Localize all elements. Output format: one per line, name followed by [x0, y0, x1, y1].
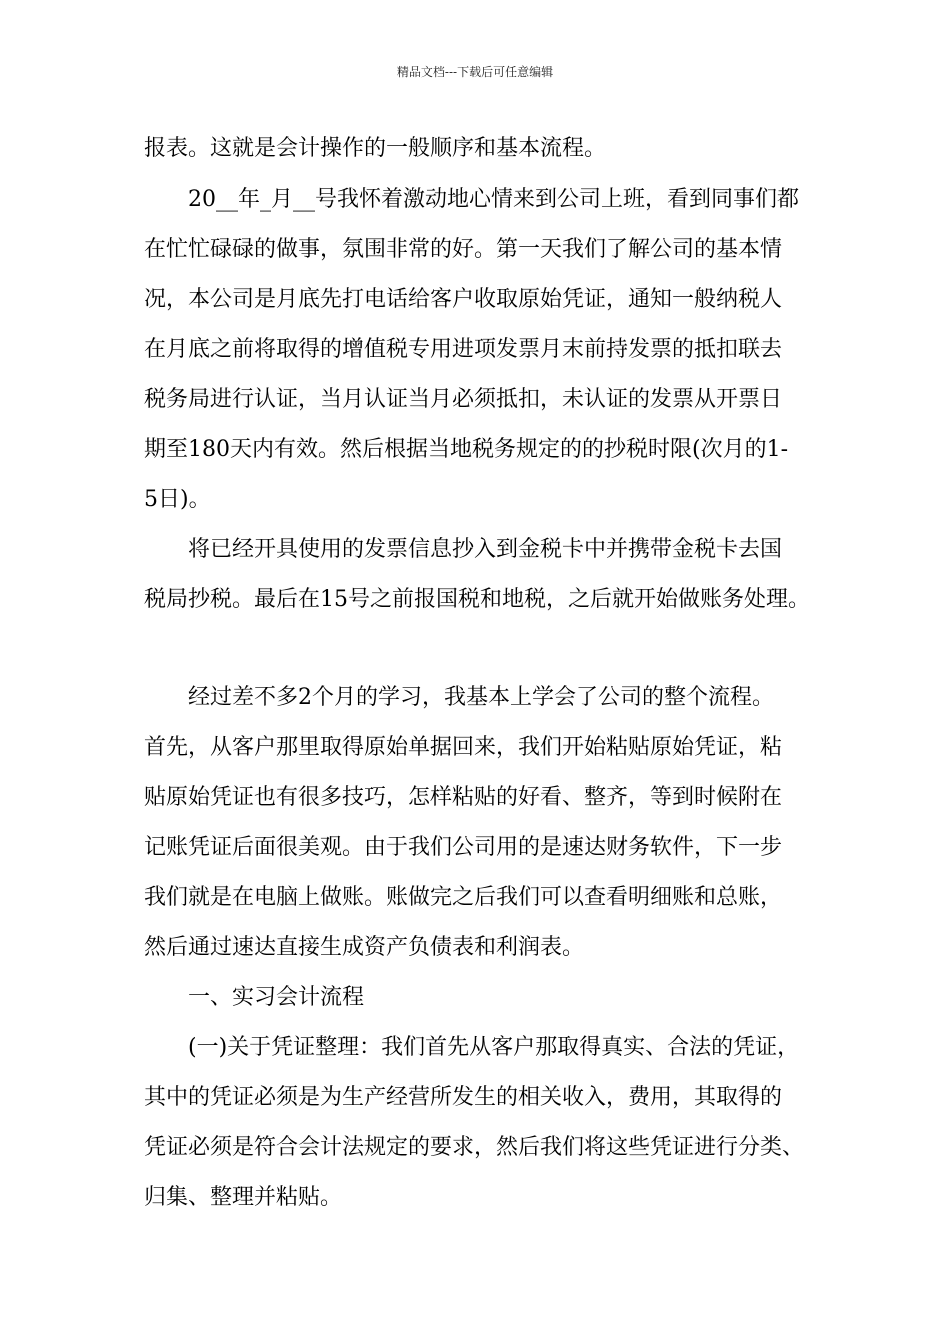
text-line: 记账凭证后面很美观。由于我们公司用的是速达财务软件，下一步 — [144, 835, 783, 860]
text-line: 首先，从客户那里取得原始单据回来，我们开始粘贴原始凭证，粘 — [144, 735, 783, 760]
text-line: 将已经开具使用的发票信息抄入到金税卡中并携带金税卡去国 — [144, 537, 783, 562]
text-line: 税务局进行认证，当月认证当月必须抵扣，未认证的发票从开票日 — [144, 387, 783, 412]
text-line: 报表。这就是会计操作的一般顺序和基本流程。 — [144, 136, 607, 161]
text-line: 税局抄税。最后在15号之前报国税和地税，之后就开始做账务处理。 — [144, 587, 810, 612]
section-heading: 一、实习会计流程 — [144, 985, 365, 1010]
text-line: 我们就是在电脑上做账。账做完之后我们可以查看明细账和总账， — [144, 885, 783, 910]
text-line: 20__年_月__号我怀着激动地心情来到公司上班，看到同事们都 — [144, 187, 799, 212]
text-line: 经过差不多2个月的学习，我基本上学会了公司的整个流程。 — [144, 685, 774, 710]
text-line: 其中的凭证必须是为生产经营所发生的相关收入，费用，其取得的 — [144, 1085, 783, 1110]
text-line: 归集、整理并粘贴。 — [144, 1185, 343, 1210]
text-line: 在忙忙碌碌的做事，氛围非常的好。第一天我们了解公司的基本情 — [144, 237, 783, 262]
text-line: 期至180天内有效。然后根据当地税务规定的的抄税时限(次月的1- — [144, 437, 789, 462]
page-header: 精品文档---下载后可任意编辑 — [396, 65, 554, 79]
text-line: 5日)。 — [144, 487, 211, 512]
text-line: 况，本公司是月底先打电话给客户收取原始凭证，通知一般纳税人 — [144, 287, 783, 312]
text-line: 在月底之前将取得的增值税专用进项发票月末前持发票的抵扣联去 — [144, 337, 783, 362]
text-line: 然后通过速达直接生成资产负债表和利润表。 — [144, 935, 585, 960]
text-line: 贴原始凭证也有很多技巧，怎样粘贴的好看、整齐，等到时候附在 — [144, 785, 783, 810]
text-line: (一)关于凭证整理：我们首先从客户那取得真实、合法的凭证， — [144, 1035, 800, 1060]
text-line: 凭证必须是符合会计法规定的要求，然后我们将这些凭证进行分类、 — [144, 1135, 805, 1160]
